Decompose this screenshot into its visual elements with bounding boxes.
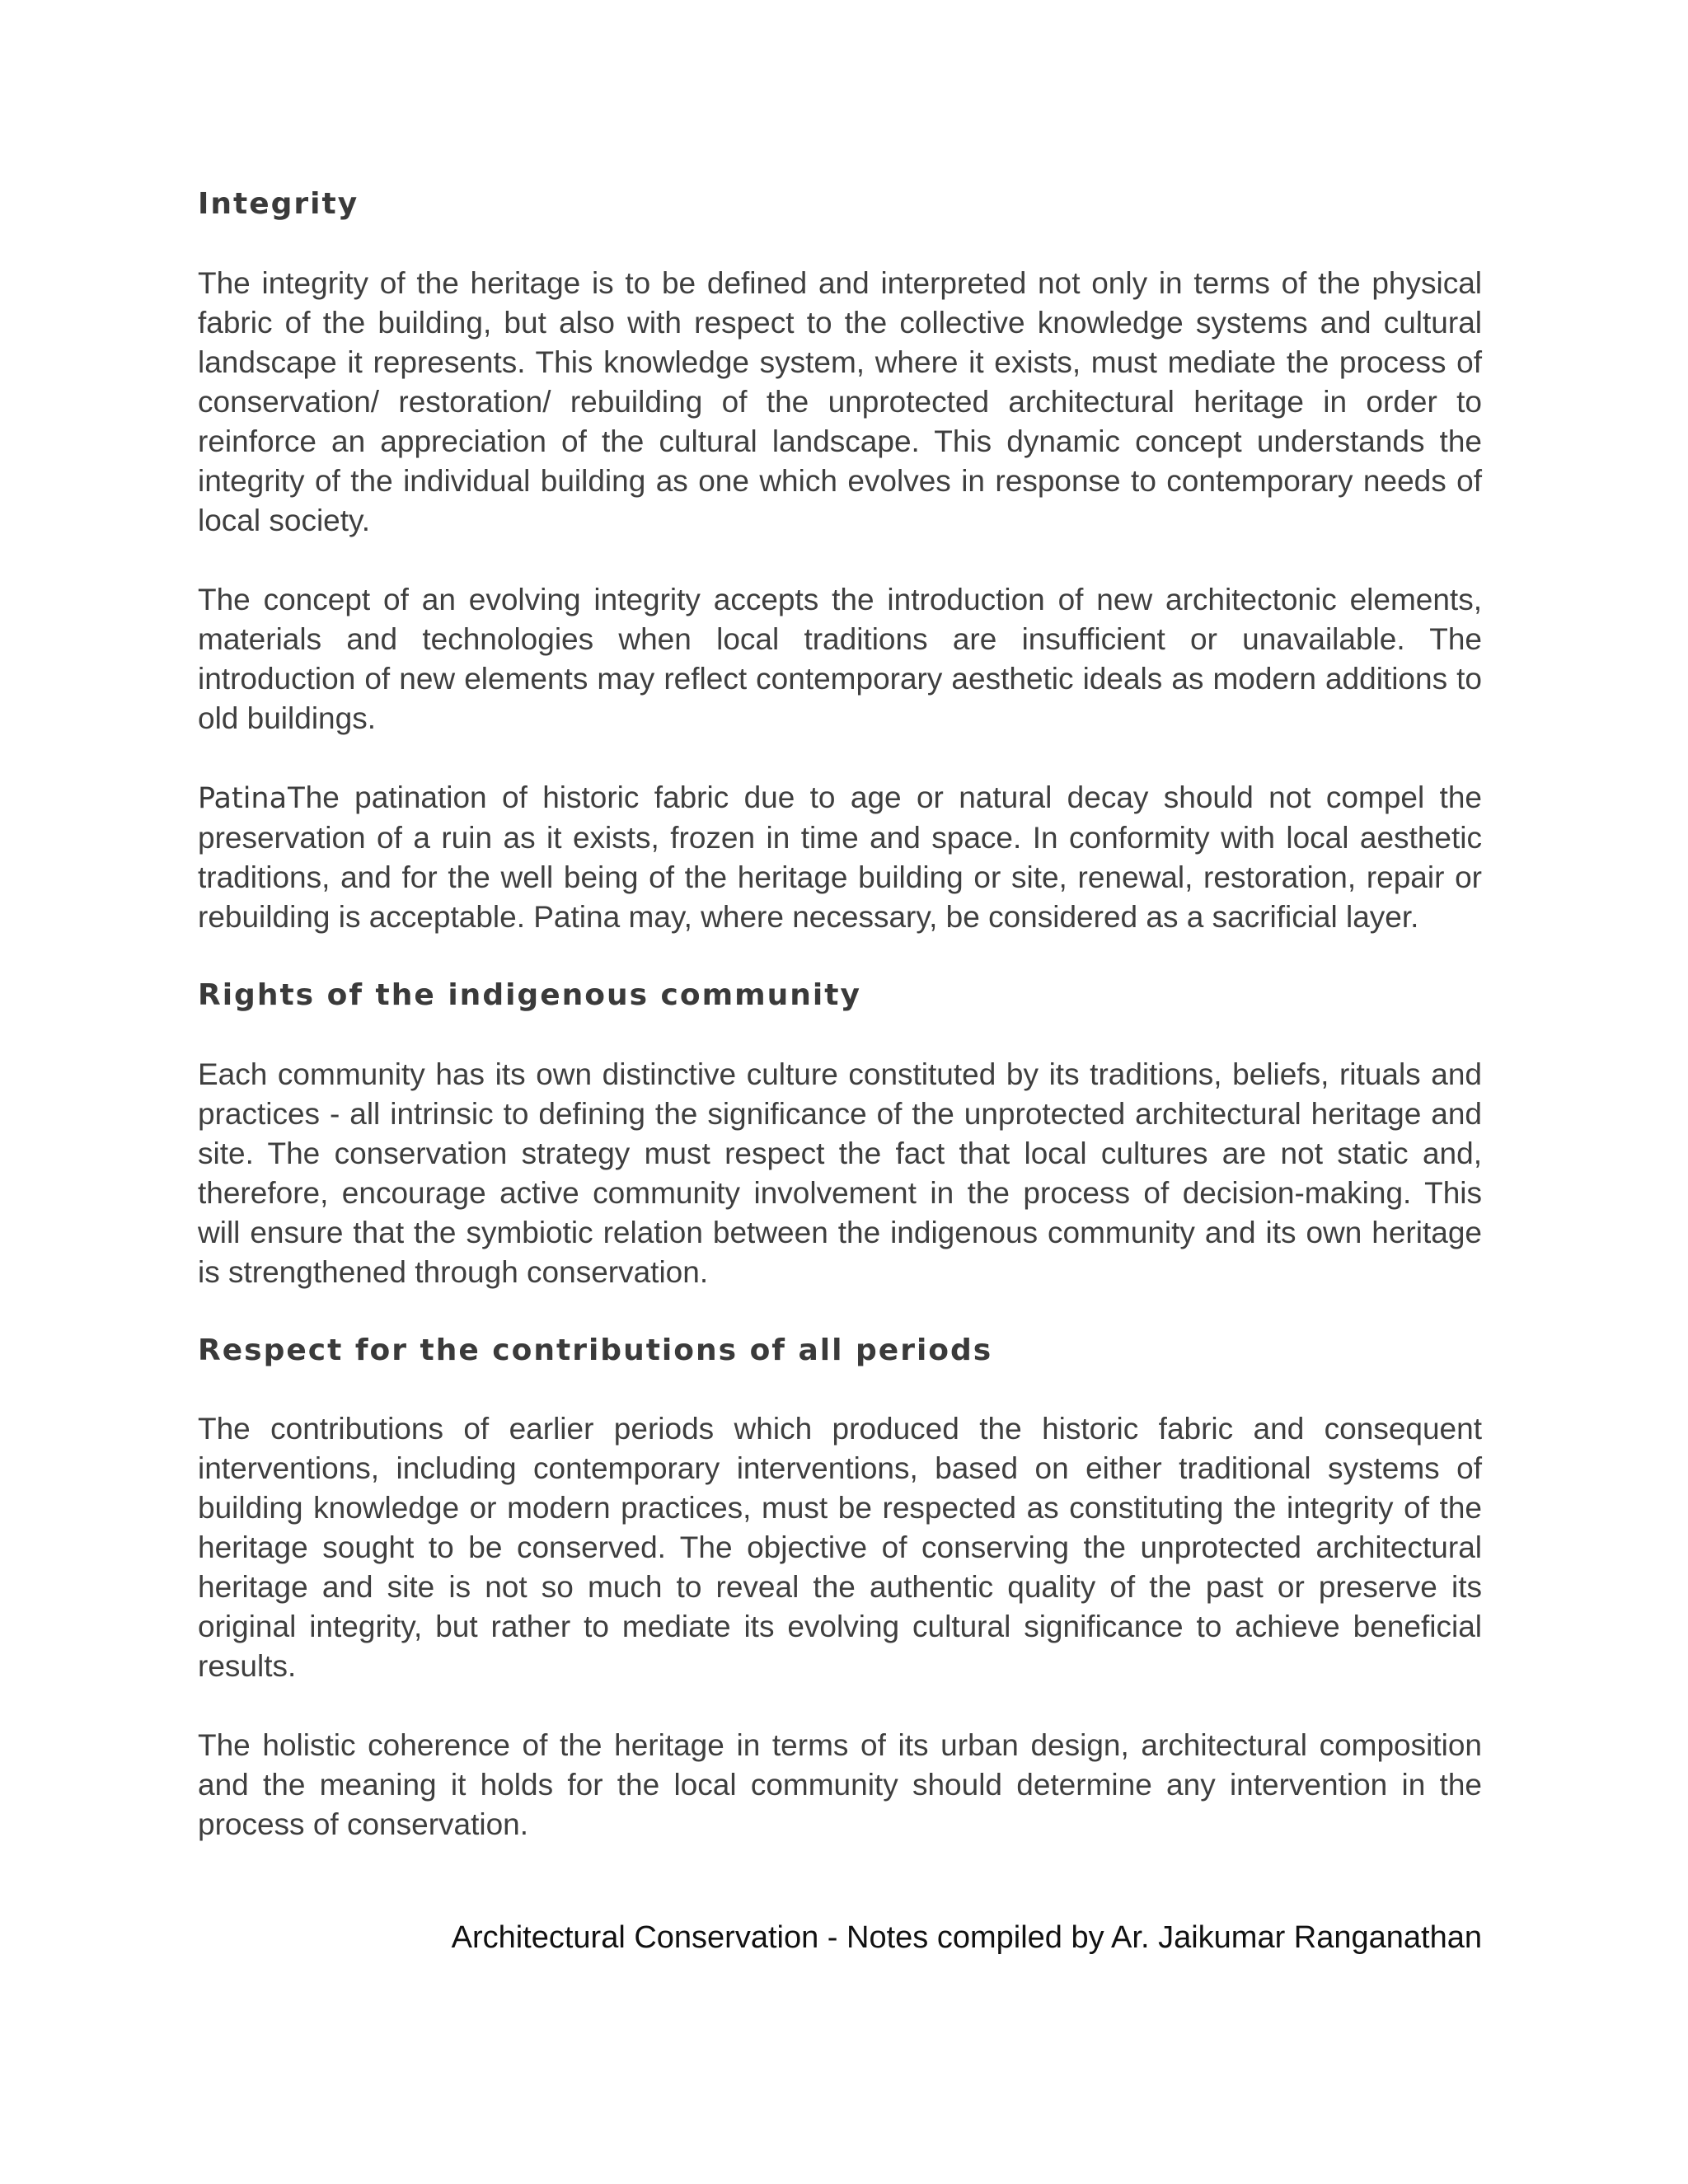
paragraph-patina <box>198 778 1482 937</box>
inline-heading-patina: Patina <box>198 781 288 815</box>
section-heading-integrity: Integrity <box>198 187 359 221</box>
paragraph-integrity-1: The integrity of the heritage is to be defined and interpreted not only in terms of the physical fabric of the building, but also with respect to the collective knowledge systems and cultural landscape it represents. This knowledge system, where it exists, must mediate the process of conservation/ restoration/ rebuilding of the unprotected architectural heritage in order to reinforce an appreciation of the cultural landscape. This dynamic concept understands the integrity of the individual building as one which evolves in response to contemporary needs of local society. <box>198 265 1482 537</box>
document-page <box>198 185 1482 1844</box>
paragraph-respect-2: The holistic coherence of the heritage in terms of its urban design, architectural composition and the meaning it holds for the local community should determine any intervention in the process of conservation. <box>198 1728 1482 1842</box>
section-heading-rights: Rights of the indigenous community <box>198 977 861 1012</box>
page-footer: Architectural Conservation - Notes compiled by Ar. Jaikumar Ranganathan <box>451 1920 1482 1955</box>
paragraph-integrity-2: The concept of an evolving integrity accepts the introduction of new architectonic elements, materials and technologies when local traditions are insufficient or unavailable. The introduction of new elements may reflect contemporary aesthetic ideals as modern additions to old buildings. <box>198 582 1482 735</box>
paragraph-rights: Each community has its own distinctive culture constituted by its traditions, beliefs, rituals and practices - all intrinsic to defining the significance of the unprotected architectural heritage and site. The conservation strategy must respect the fact that local cultures are not static and, therefore, encourage active community involvement in the process of decision-making. This will ensure that the symbiotic relation between the indigenous community and its own heritage is strengthened through conservation. <box>198 1057 1482 1289</box>
patina-text: The patination of historic fabric due to age or natural decay should not compel the preservation of a ruin as it exists, frozen in time and space. In conformity with local aesthetic traditions, and for the well being of the heritage building or site, renewal, restoration, repair or rebuilding is acceptable. Patina may, where necessary, be considered as a sacrificial layer. <box>198 780 1482 934</box>
section-heading-respect: Respect for the contributions of all periods <box>198 1333 993 1367</box>
paragraph-respect-1: The contributions of earlier periods which produced the historic fabric and consequent interventions, including contemporary interventions, based on either traditional systems of building knowledge or modern practices, must be respected as constituting the integrity of the heritage sought to be conserved. The objective of conserving the unprotected architectural heritage and site is not so much to reveal the authentic quality of the past or preserve its original integrity, but rather to mediate its evolving cultural significance to achieve beneficial results. <box>198 1412 1482 1684</box>
